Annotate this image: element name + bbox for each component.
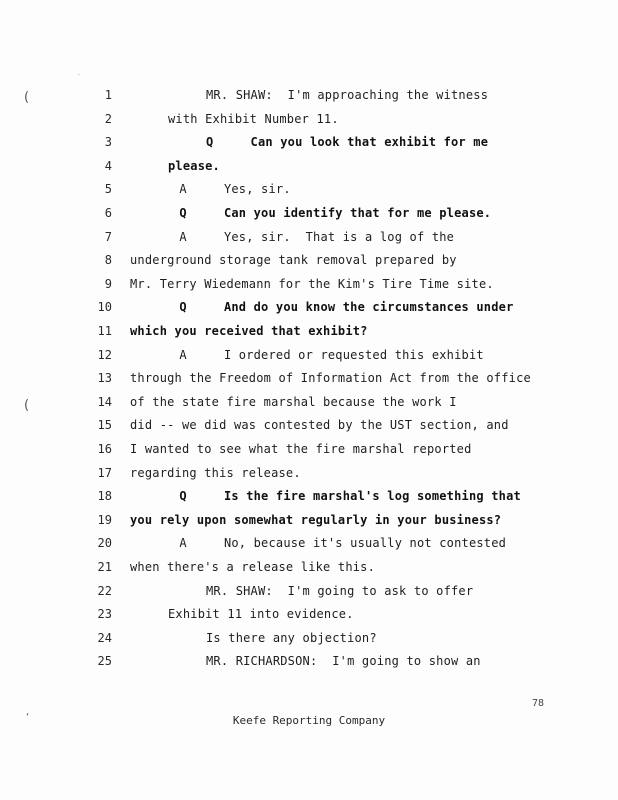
transcript-line [0,582,600,600]
transcript-line [0,416,600,434]
line-number: 19 [97,512,112,527]
line-number: 1 [104,88,112,102]
transcript-line [0,322,600,340]
line-number: 25 [97,654,112,669]
scan-mark-left-3: ‘ [26,712,30,723]
line-text: Q Can you identify that for me please. [179,206,492,220]
transcript-line [0,440,600,458]
line-number: 12 [97,347,112,362]
line-text: MR. SHAW: I'm going to ask to offer [206,583,474,598]
transcript-line [0,629,600,647]
line-text: Q Can you look that exhibit for me [206,135,489,150]
transcript-line [0,275,600,293]
footer-reporter: Keefe Reporting Company [232,714,386,727]
line-number: 2 [104,111,112,126]
page-number: 78 [532,698,545,709]
transcript-line [0,487,600,505]
line-number: 23 [97,607,112,622]
transcript-line [0,86,600,104]
transcript-line [0,369,600,387]
line-text: Q Is the fire marshal's log something that [179,489,521,504]
line-number: 14 [97,394,112,409]
line-number: 20 [97,536,112,551]
line-text: A No, because it's usually not contested [179,536,507,551]
line-text: please. [168,158,220,173]
line-number: 8 [104,253,112,268]
transcript-line [0,298,600,316]
transcript-line [0,605,600,623]
line-number: 11 [97,324,112,338]
line-number: 10 [97,300,112,315]
line-number: 4 [104,158,112,173]
line-text: Is there any objection? [206,630,377,645]
line-text: with Exhibit Number 11. [168,111,339,126]
line-text: through the Freedom of Information Act from the office [130,371,531,386]
transcript-line [0,157,600,175]
transcript-line [0,204,600,222]
line-number: 5 [104,182,112,197]
line-text: A Yes, sir. [179,182,291,197]
line-number: 15 [97,418,112,433]
transcript-line [0,393,600,411]
transcript-line [0,534,600,552]
transcript-line [0,346,600,364]
scan-mark-top: . [78,70,80,77]
line-text: regarding this release. [130,465,301,480]
transcript-line [0,133,600,151]
line-number: 22 [97,583,112,598]
transcript-line [0,228,600,246]
line-text: you rely upon somewhat regularly in your business? [130,512,502,527]
line-text: Mr. Terry Wiedemann for the Kim's Tire Time site. [130,276,494,291]
transcript-line [0,180,600,198]
line-number: 21 [97,560,112,574]
line-text: of the state fire marshal because the work I [130,394,457,409]
line-text: MR. RICHARDSON: I'm going to show an [206,654,481,669]
transcript-line [0,652,600,670]
line-text: I wanted to see what the fire marshal reported [130,442,472,456]
line-text: A I ordered or requested this exhibit [179,347,484,362]
transcript-line [0,110,600,128]
line-text: A Yes, sir. That is a log of the [179,229,455,244]
transcript-line [0,558,600,576]
transcript-line [0,251,600,269]
line-text: Exhibit 11 into evidence. [168,607,354,622]
line-number: 24 [97,630,112,645]
line-number: 13 [97,371,112,386]
scan-mark-left-2: ( [24,398,30,413]
line-text: Q And do you know the circumstances under [179,300,514,315]
line-number: 16 [97,442,112,456]
line-number: 6 [104,206,112,220]
line-number: 3 [104,135,112,150]
line-number: 9 [104,276,112,291]
line-text: underground storage tank removal prepared by [130,253,457,268]
scan-mark-left-1: ( [24,90,30,105]
transcript-line [0,464,600,482]
line-text: MR. SHAW: I'm approaching the witness [206,88,489,102]
line-text: when there's a release like this. [130,560,376,574]
line-text: which you received that exhibit? [130,324,368,338]
line-text: did -- we did was contested by the UST section, and [130,418,509,433]
line-number: 7 [104,229,112,244]
line-number: 18 [97,489,112,504]
line-number: 17 [97,465,112,480]
transcript-line [0,511,600,529]
